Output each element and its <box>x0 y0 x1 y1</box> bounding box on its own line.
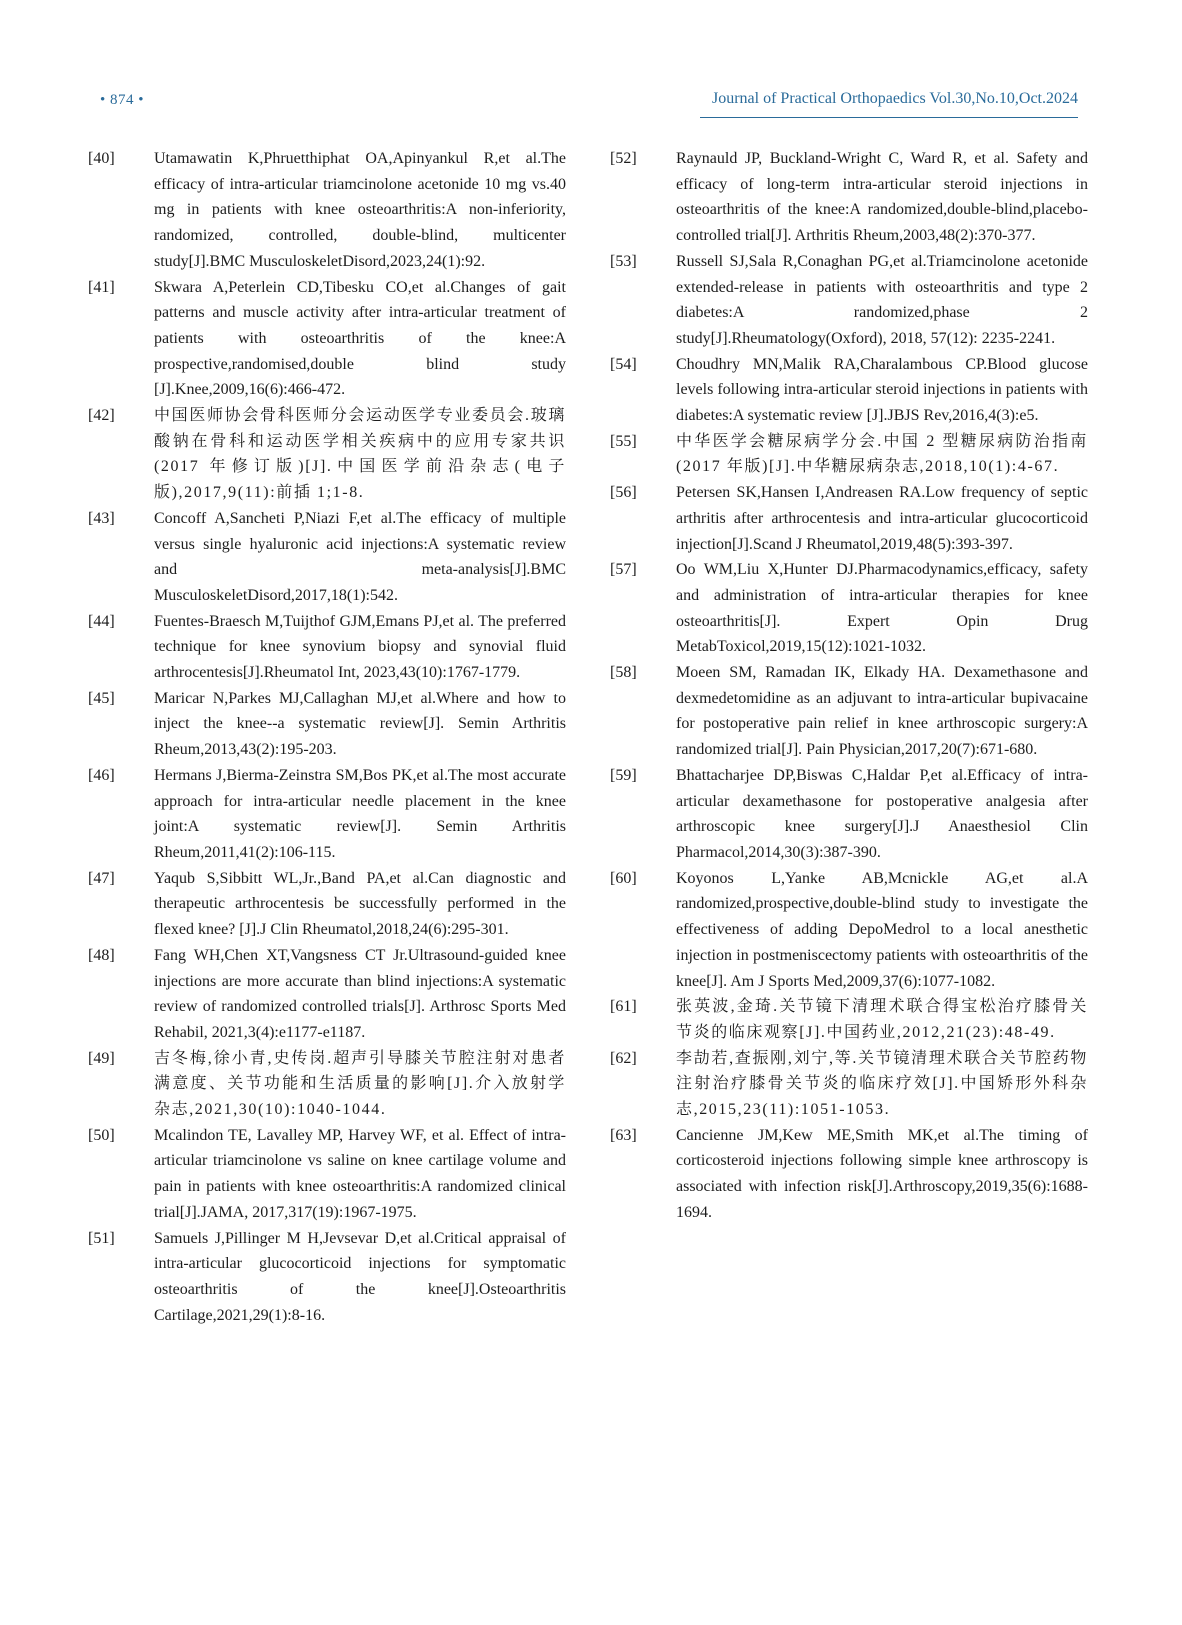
reference-item <box>88 275 566 404</box>
reference-text: Samuels J,Pillinger M H,Jevsevar D,et al.Critical appraisal of intra-articular glucocorticoid injections for symptomatic osteoarthritis of the knee[J].Osteoarthritis Cartilage,2021,29(1):8-16. <box>154 1229 566 1324</box>
reference-item <box>88 1226 566 1329</box>
reference-item <box>610 429 1088 480</box>
reference-item <box>88 1046 566 1123</box>
reference-number: [42] <box>88 407 115 425</box>
reference-text: 中国医师协会骨科医师分会运动医学专业委员会.玻璃酸钠在骨科和运动医学相关疾病中的应用专家共识(2017 年修订版)[J].中国医学前沿杂志(电子版),2017,9(11):前插 1;1-8. <box>154 407 566 502</box>
reference-text: 中华医学会糖尿病学分会.中国 2 型糖尿病防治指南(2017 年版)[J].中华糖尿病杂志,2018,10(1):4-67. <box>676 432 1088 476</box>
reference-number: [57] <box>610 561 637 579</box>
reference-number: [58] <box>610 664 637 682</box>
reference-text: Russell SJ,Sala R,Conaghan PG,et al.Triamcinolone acetonide extended-release in patients with osteoarthritis and type 2 diabetes:A randomized,phase 2 study[J].Rheumatology(Oxford), 2018, 57(12): 2235-2241. <box>676 252 1088 347</box>
reference-text: Hermans J,Bierma-Zeinstra SM,Bos PK,et al.The most accurate approach for intra-articular needle placement in the knee joint:A systematic review[J]. Semin Arthritis Rheum,2011,41(2):106-115. <box>154 766 566 861</box>
reference-number: [61] <box>610 998 637 1016</box>
reference-number: [44] <box>88 612 115 630</box>
reference-number: [43] <box>88 509 115 527</box>
reference-text: Utamawatin K,Phruetthiphat OA,Apinyankul R,et al.The efficacy of intra-articular triamcinolone acetonide 10 mg vs.40 mg in patients with knee osteoarthritis:A non-inferiority, randomized, controlled, double-blind, multicenter study[J].BMC MusculoskeletDisord,2023,24(1):92. <box>154 150 566 270</box>
reference-number: [49] <box>88 1049 115 1067</box>
reference-number: [55] <box>610 432 637 450</box>
reference-item <box>88 866 566 943</box>
reference-text: Oo WM,Liu X,Hunter DJ.Pharmacodynamics,efficacy, safety and administration of intra-articular therapies for knee osteoarthritis[J]. Expert Opin Drug MetabToxicol,2019,15(12):1021-1032. <box>676 561 1088 656</box>
reference-item <box>610 1046 1088 1123</box>
reference-number: [56] <box>610 484 637 502</box>
reference-item <box>88 146 566 275</box>
reference-item <box>88 1123 566 1226</box>
reference-item <box>610 763 1088 866</box>
reference-number: [60] <box>610 869 637 887</box>
reference-text: Fuentes-Braesch M,Tuijthof GJM,Emans PJ,et al. The preferred technique for knee synovium biopsy and synovial fluid arthrocentesis[J].Rheumatol Int, 2023,43(10):1767-1779. <box>154 612 566 682</box>
reference-text: Raynauld JP, Buckland-Wright C, Ward R, et al. Safety and efficacy of long-term intra-articular steroid injections in osteoarthritis of the knee:A randomized,double-blind,placebo-controlled trial[J]. Arthritis Rheum,2003,48(2):370-377. <box>676 150 1088 245</box>
reference-number: [48] <box>88 946 115 964</box>
reference-text: Fang WH,Chen XT,Vangsness CT Jr.Ultrasound-guided knee injections are more accurate than blind injections:A systematic review of randomized controlled trials[J]. Arthrosc Sports Med Rehabil, 2021,3(4):e1177-e1187. <box>154 946 566 1041</box>
reference-column-left <box>88 146 566 1328</box>
reference-item <box>610 352 1088 429</box>
reference-text: Yaqub S,Sibbitt WL,Jr.,Band PA,et al.Can diagnostic and therapeutic arthrocentesis be successfully performed in the flexed knee? [J].J Clin Rheumatol,2018,24(6):295-301. <box>154 869 566 939</box>
journal-title: Journal of Practical Orthopaedics Vol.30,No.10,Oct.2024 <box>711 90 1078 107</box>
reference-number: [45] <box>88 689 115 707</box>
reference-text: Choudhry MN,Malik RA,Charalambous CP.Blood glucose levels following intra-articular steroid injections in patients with diabetes:A systematic review [J].JBJS Rev,2016,4(3):e5. <box>676 355 1088 425</box>
reference-item <box>88 943 566 1046</box>
reference-item <box>610 557 1088 660</box>
reference-item <box>610 660 1088 763</box>
reference-number: [41] <box>88 278 115 296</box>
reference-number: [53] <box>610 252 637 270</box>
reference-number: [52] <box>610 150 637 167</box>
reference-item <box>610 866 1088 995</box>
reference-text: 吉冬梅,徐小青,史传岗.超声引导膝关节腔注射对患者满意度、关节功能和生活质量的影响[J].介入放射学杂志,2021,30(10):1040-1044. <box>154 1049 566 1119</box>
reference-item <box>88 403 566 506</box>
reference-text: Koyonos L,Yanke AB,Mcnickle AG,et al.A randomized,prospective,double-blind study to investigate the effectiveness of adding DepoMedrol to a local anesthetic injection in postmeniscectomy patients with osteoarthritis of the knee[J]. Am J Sports Med,2009,37(6):1077-1082. <box>676 869 1088 990</box>
reference-item <box>88 506 566 609</box>
reference-text: Cancienne JM,Kew ME,Smith MK,et al.The timing of corticosteroid injections following simple knee arthroscopy is associated with infection risk[J].Arthroscopy,2019,35(6):1688-1694. <box>676 1126 1088 1221</box>
reference-number: [47] <box>88 869 115 887</box>
reference-text: Concoff A,Sancheti P,Niazi F,et al.The efficacy of multiple versus single hyaluronic acid injections:A systematic review and meta-analysis[J].BMC MusculoskeletDisord,2017,18(1):542. <box>154 509 566 604</box>
reference-text: Mcalindon TE, Lavalley MP, Harvey WF, et al. Effect of intra-articular triamcinolone vs saline on knee cartilage volume and pain in patients with knee osteoarthritis:A randomized clinical trial[J].JAMA, 2017,317(19):1967-1975. <box>154 1126 566 1221</box>
reference-number: [62] <box>610 1049 637 1067</box>
reference-column-right <box>610 146 1088 1226</box>
page-header <box>100 88 1078 118</box>
page-number: • 874 • <box>100 92 145 108</box>
reference-item <box>610 249 1088 352</box>
reference-number: [40] <box>88 150 115 167</box>
reference-text: Petersen SK,Hansen I,Andreasen RA.Low frequency of septic arthritis after arthrocentesis and intra-articular glucocorticoid injection[J].Scand J Rheumatol,2019,48(5):393-397. <box>676 484 1088 553</box>
reference-item <box>88 609 566 686</box>
reference-item <box>610 480 1088 557</box>
reference-number: [51] <box>88 1229 115 1247</box>
reference-number: [59] <box>610 766 637 784</box>
reference-item <box>610 1123 1088 1226</box>
reference-item <box>88 763 566 866</box>
header-rule <box>700 117 1078 118</box>
reference-text: Bhattacharjee DP,Biswas C,Haldar P,et al.Efficacy of intra-articular dexamethasone for postoperative analgesia after arthroscopic knee surgery[J].J Anaesthesiol Clin Pharmacol,2014,30(3):387-390. <box>676 766 1088 861</box>
reference-text: Maricar N,Parkes MJ,Callaghan MJ,et al.Where and how to inject the knee--a systematic review[J]. Semin Arthritis Rheum,2013,43(2):195-203. <box>154 689 566 759</box>
reference-number: [50] <box>88 1126 115 1144</box>
reference-item <box>610 994 1088 1045</box>
reference-number: [46] <box>88 766 115 784</box>
reference-number: [63] <box>610 1126 637 1144</box>
reference-text: Moeen SM, Ramadan IK, Elkady HA. Dexamethasone and dexmedetomidine as an adjuvant to intra-articular bupivacaine for postoperative pain relief in knee arthroscopic surgery:A randomized trial[J]. Pain Physician,2017,20(7):671-680. <box>676 664 1088 759</box>
reference-text: 张英波,金琦.关节镜下清理术联合得宝松治疗膝骨关节炎的临床观察[J].中国药业,2012,21(23):48-49. <box>676 998 1088 1041</box>
reference-number: [54] <box>610 355 637 373</box>
reference-item <box>88 686 566 763</box>
reference-text: Skwara A,Peterlein CD,Tibesku CO,et al.Changes of gait patterns and muscle activity after intra-articular treatment of patients with osteoarthritis of the knee:A prospective,randomised,double blind study [J].Knee,2009,16(6):466-472. <box>154 278 566 399</box>
reference-item <box>610 146 1088 249</box>
reference-text: 李劼若,查振刚,刘宁,等.关节镜清理术联合关节腔药物注射治疗膝骨关节炎的临床疗效[J].中国矫形外科杂志,2015,23(11):1051-1053. <box>676 1049 1088 1119</box>
